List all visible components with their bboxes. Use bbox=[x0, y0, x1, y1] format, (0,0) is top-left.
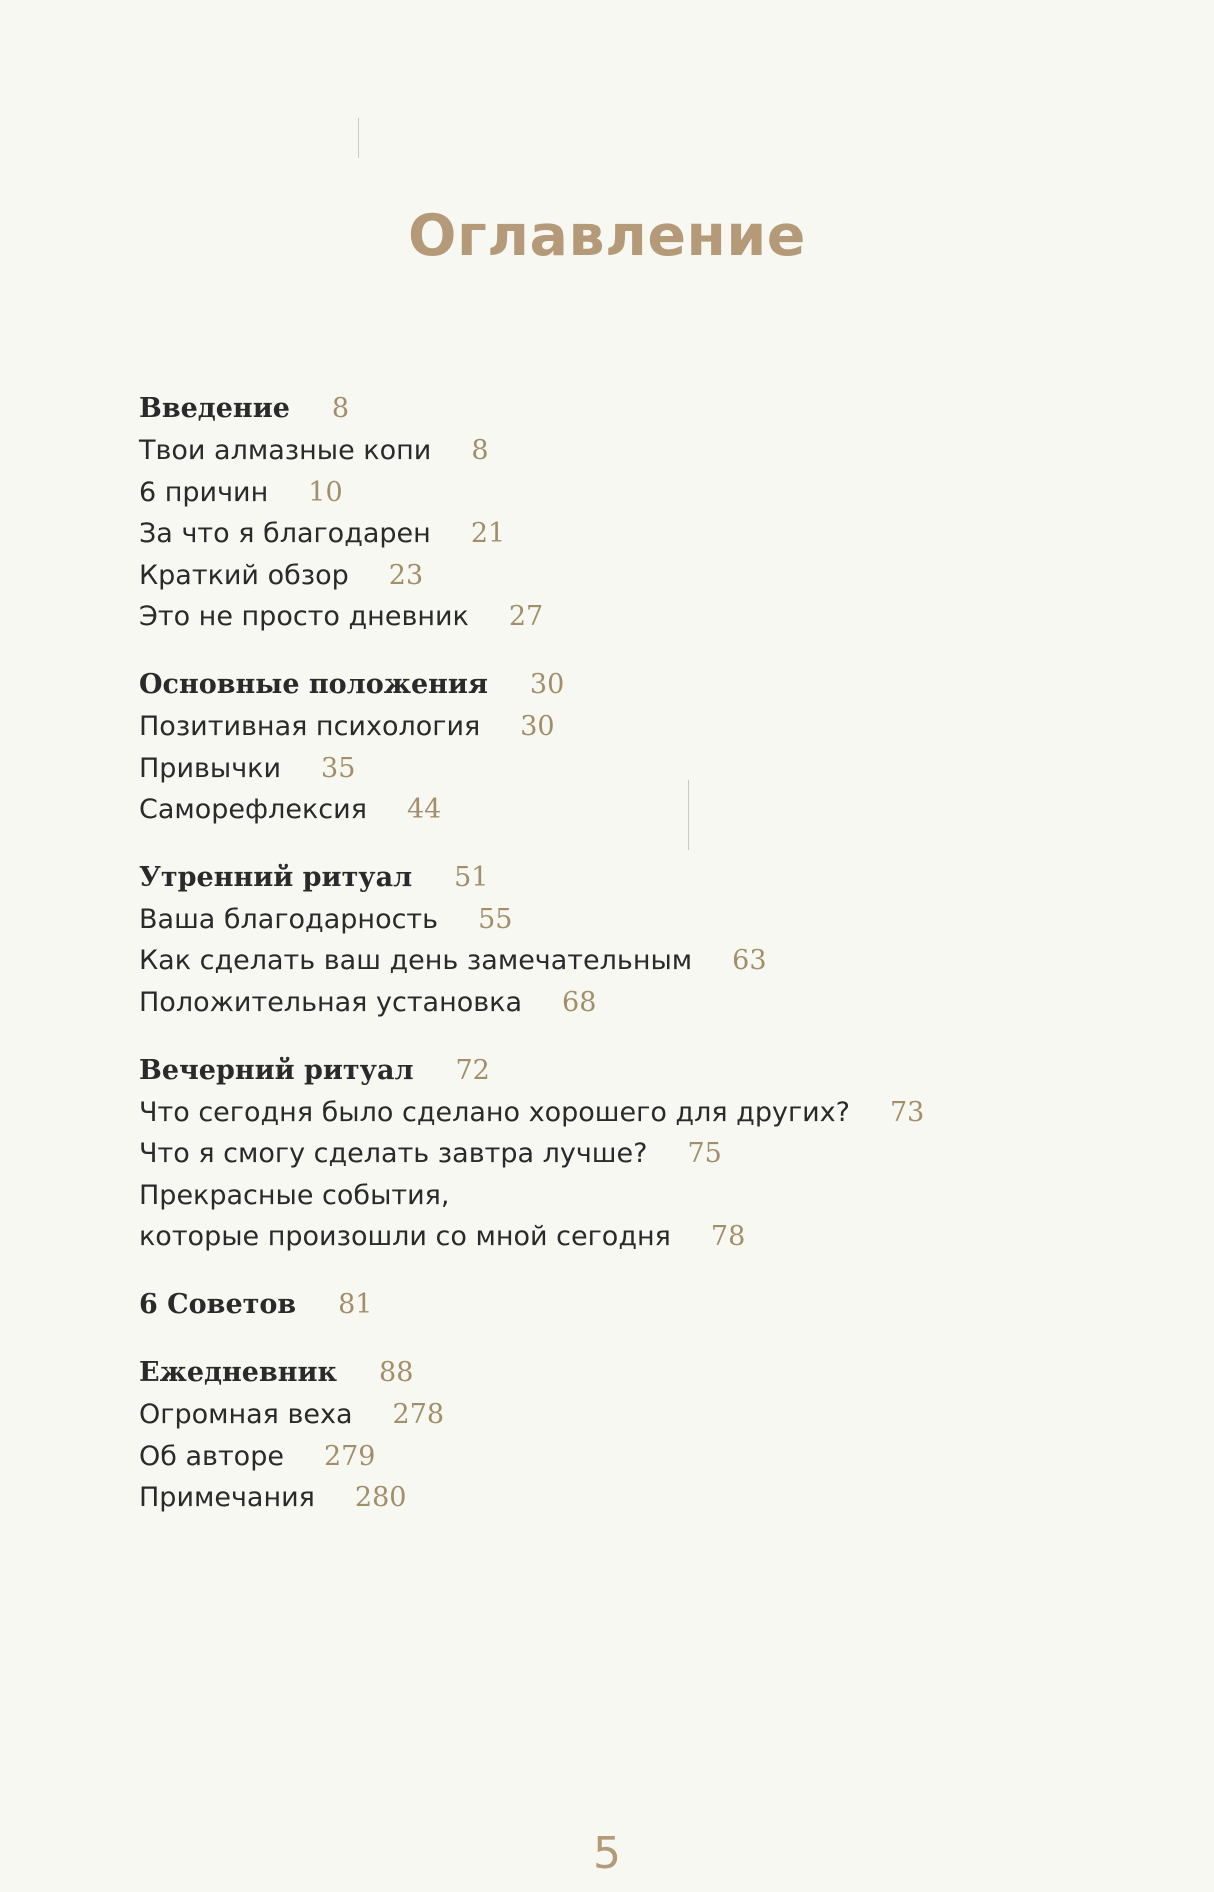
table-of-contents bbox=[139, 388, 1139, 1545]
toc-entry[interactable] bbox=[139, 472, 1139, 514]
entry-page-number: 280 bbox=[354, 1482, 407, 1514]
entry-title: Привычки bbox=[139, 752, 282, 784]
entry-page-number: 55 bbox=[478, 903, 513, 935]
toc-section-heading[interactable] bbox=[139, 857, 1139, 899]
entry-title: Как сделать ваш день замечательным bbox=[139, 945, 693, 977]
entry-title: которые произошли со мной сегодня bbox=[139, 1221, 671, 1253]
toc-entry[interactable] bbox=[139, 1394, 1139, 1436]
section-title: Введение bbox=[139, 393, 290, 424]
toc-entry[interactable] bbox=[139, 940, 1139, 982]
toc-section bbox=[139, 1352, 1139, 1519]
toc-section bbox=[139, 388, 1139, 638]
entry-page-number: 35 bbox=[321, 752, 356, 784]
toc-entry[interactable] bbox=[139, 555, 1139, 597]
entry-page-number: 27 bbox=[508, 601, 544, 633]
section-title: Вечерний ритуал bbox=[139, 1054, 414, 1086]
entry-page-number: 68 bbox=[562, 986, 597, 1018]
toc-entry[interactable] bbox=[139, 789, 1139, 831]
entry-title: Огромная веха bbox=[139, 1398, 353, 1430]
entry-page-number: 23 bbox=[388, 559, 424, 591]
section-title: 6 Советов bbox=[139, 1288, 297, 1320]
toc-section-heading[interactable] bbox=[139, 388, 1139, 430]
entry-page-number: 278 bbox=[392, 1398, 445, 1430]
entry-title: Примечания bbox=[139, 1482, 315, 1514]
entry-page-number: 10 bbox=[308, 476, 343, 508]
toc-section-heading[interactable] bbox=[139, 1352, 1139, 1394]
entry-title: Прекрасные события, bbox=[139, 1179, 450, 1211]
toc-entry[interactable] bbox=[139, 706, 1139, 748]
toc-entry[interactable] bbox=[139, 1092, 1139, 1134]
section-page-number: 81 bbox=[338, 1288, 373, 1320]
entry-page-number: 73 bbox=[890, 1096, 925, 1128]
toc-section-heading[interactable] bbox=[139, 1284, 1139, 1326]
toc-entry[interactable] bbox=[139, 1216, 1139, 1258]
entry-title: Ваша благодарность bbox=[139, 903, 439, 935]
toc-section bbox=[139, 664, 1139, 831]
entry-page-number: 279 bbox=[323, 1440, 376, 1472]
section-page-number: 51 bbox=[454, 861, 489, 893]
toc-section bbox=[139, 1050, 1139, 1258]
toc-section bbox=[139, 857, 1139, 1024]
entry-title: Твои алмазные копи bbox=[139, 435, 432, 466]
section-title: Ежедневник bbox=[139, 1356, 338, 1388]
toc-entry[interactable] bbox=[139, 748, 1139, 790]
toc-entry[interactable] bbox=[139, 1477, 1139, 1519]
entry-title: 6 причин bbox=[139, 476, 269, 508]
section-page-number: 8 bbox=[331, 393, 350, 424]
entry-page-number: 8 bbox=[471, 435, 489, 466]
entry-title: Что сегодня было сделано хорошего для других? bbox=[139, 1096, 850, 1128]
entry-title: Саморефлексия bbox=[139, 794, 367, 826]
toc-entry[interactable] bbox=[139, 513, 1139, 555]
toc-section-heading[interactable] bbox=[139, 664, 1139, 706]
entry-title: За что я благодарен bbox=[139, 518, 431, 550]
toc-entry[interactable] bbox=[139, 982, 1139, 1024]
entry-page-number: 30 bbox=[520, 710, 555, 742]
toc-entry[interactable] bbox=[139, 430, 1139, 472]
entry-page-number: 75 bbox=[687, 1138, 722, 1170]
entry-page-number: 44 bbox=[406, 794, 442, 826]
toc-section bbox=[139, 1284, 1139, 1326]
toc-entry[interactable] bbox=[139, 1175, 1139, 1217]
toc-section-heading[interactable] bbox=[139, 1050, 1139, 1092]
section-title: Утренний ритуал bbox=[139, 861, 413, 893]
entry-title: Что я смогу сделать завтра лучше? bbox=[139, 1138, 648, 1170]
entry-page-number: 21 bbox=[470, 518, 506, 550]
section-page-number: 72 bbox=[455, 1054, 490, 1086]
page-number: 5 bbox=[593, 1828, 621, 1879]
entry-page-number: 63 bbox=[732, 945, 767, 977]
toc-entry[interactable] bbox=[139, 899, 1139, 941]
section-page-number: 88 bbox=[379, 1356, 414, 1388]
entry-title: Положительная установка bbox=[139, 986, 523, 1018]
section-title: Основные положения bbox=[139, 668, 488, 700]
section-page-number: 30 bbox=[529, 668, 565, 700]
entry-title: Это не просто дневник bbox=[139, 601, 469, 633]
toc-entry[interactable] bbox=[139, 1133, 1139, 1175]
toc-entry[interactable] bbox=[139, 596, 1139, 638]
entry-title: Позитивная психология bbox=[139, 710, 481, 742]
paper-mark bbox=[358, 118, 359, 158]
entry-title: Об авторе bbox=[139, 1440, 284, 1472]
toc-entry[interactable] bbox=[139, 1436, 1139, 1478]
entry-page-number: 78 bbox=[710, 1221, 746, 1253]
entry-title: Краткий обзор bbox=[139, 559, 349, 591]
page-title: Оглавление bbox=[408, 203, 806, 269]
